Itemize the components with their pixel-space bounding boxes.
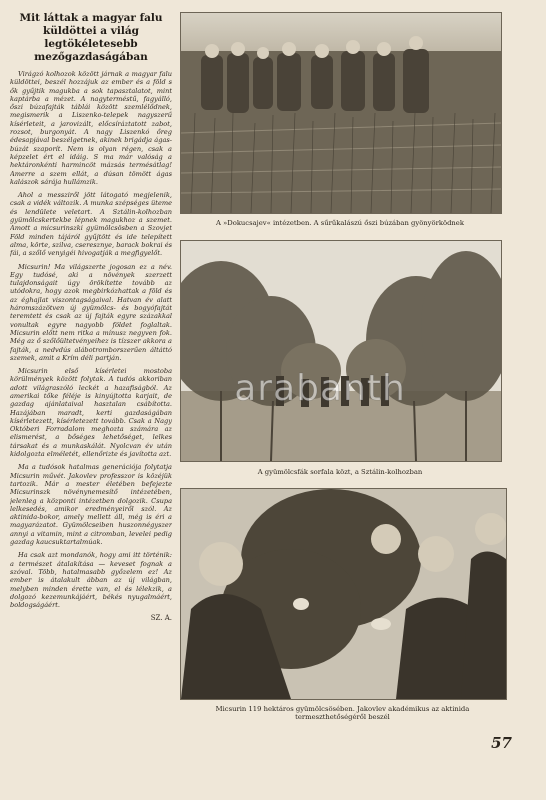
wheat-field-image [181, 13, 501, 213]
photo-caption: Micsurin 119 hektáros gyümölcsösében. Jakovlev akadémikus az aktinida termeszthetőségéről beszél [215, 705, 470, 722]
article-signature: SZ. A. [150, 614, 172, 623]
photo-orchard [180, 240, 502, 462]
orchard-image [181, 241, 501, 461]
photo-wheat-field [180, 12, 502, 214]
article-paragraph: Ahol a messziről jött látogató megjelenik, csak a vidék változik. A munka szépséges üteme és lendülete veletart. A Sztálin-kolhozban gyümölcskertekbe lépnek magukhoz a szemet. Amott a micsurinszki gyümölcsösben a Szovjet Föld minden tájáról gyűjtött és ide telepített alma, körte, szilva, cseresznye, barack bokrai és fái, a szőlő venyigéi hivogatják a megfigyelőt. [10, 191, 172, 258]
photo-caption: A »Dokucsajev« intézetben. A sűrűkalászú őszi búzában gyönyörködnek [216, 219, 464, 227]
article-paragraph: Micsurin! Ma világszerte jogosan ez a név. Egy tudósé, aki a növények szerzett tulajdonságait úgy örökítette tovább az utódokra, hogy azok megbirkózhattak a föld és az éghajlat viszontagságaival. Hatvan év alatt háromszázötven új gyümölcs- és bogyófajtát teremtett és csak az új fajták egyre százakkal vonultak egyre nagyobb földet foglaltak. Micsurin előtt nem ritka a mínusz negyven fok. Még az ő szőlőültetvényeihez is tízszer akkora a fajták, a nedvdús alábotromborszerűen áltáttó szemek, amit a Krím déli partján. [10, 262, 172, 362]
article-paragraph: Ma a tudósok hatalmas generációja folytatja Micsurin művét. Jakovlev professzor is közéjük tartozik. Már a mester életében befejezte Micsurinszk növénynemesítő intézetében, jelenleg a központi intézetben dolgozik. Csupa lelkesedés, amikor eredményeiről szól. Az aktinida-bokor, amely mellett áll, még is éri a magyarázatot. Gyümölcseiben huszonnégyszer annyi a vitamin, mint a citromban, levelei pedig gazdag kaucsuktartalmúak. [10, 463, 172, 547]
article-title: Mit láttak a magyar falu küldöttei a világ legtökéletesebb mezőgazdaságában [19, 12, 163, 63]
page-number: 57 [491, 734, 512, 752]
men-with-bush-image [181, 489, 506, 699]
photo-caption: A gyümölcsfák sorfala közt, a Sztálin-kolhozban [257, 468, 423, 476]
article-column [10, 12, 172, 747]
article-paragraph: Micsurin első kísérletei mostoba körülmények között folytak. A tudós akkoriban adott világraszóló leckét a hazafiságból. Az amerikai tőke féléje is kinyújtotta karjait, de gazdag ajánlataival hasztalan csábította. Hazájában maradt, kerti gazdaságában kísérletezett, kísérletezett tovább. Csak a Nagy Októberi Forradalom meghozta számára az elismerést, a bőséges lehetőséget, lelkes társakat és a munkaskálát. Nyolcvan év után kidolgozta elméletét, ellenőrizte és javította azt. [10, 367, 172, 459]
watermark: arabanth [234, 368, 406, 409]
article-paragraph: Virágzó kolhozok között járnak a magyar falu küldöttei, beszél hozzájuk az ember és a föld s ők gyűjtik magukba a sok tapasztalatot, mint kaptárba a mézet. A nagyterméstű, fagyálló, őszi búzafajták táblái között szemlélődnek, megismerik a Liszenko-telepek nagyszerű kísérleteit, a jarovizált, előcsíráztatott zabot, rozsot, burgonyát. A nagy Liszenkó őreg édesapjával beszélgetnek, akinek brigádja ágas-búzát szaporít. Nem is olyan régen, csak a képzelet ért el idáig. S ma már valóság a hektáronkénti harmincöt mázsás termésátlag! Amerre a szem ellát, a dúsan tömött ágas kalászok sárája hullámzik. [10, 70, 172, 186]
article-paragraph: Ha csak azt mondanók, hogy ami itt történik: a természet átalakítása — keveset fognak a szóval. Több, hatalmasabb győzelem ez! Az ember is átalakult ábban az új világban, melyben minden érette van, el és lélekzik, a dolgozó kezemunkájáért, békés nyugalmáért, boldogságáért. [10, 551, 172, 610]
photo-men-with-bush [180, 488, 507, 700]
